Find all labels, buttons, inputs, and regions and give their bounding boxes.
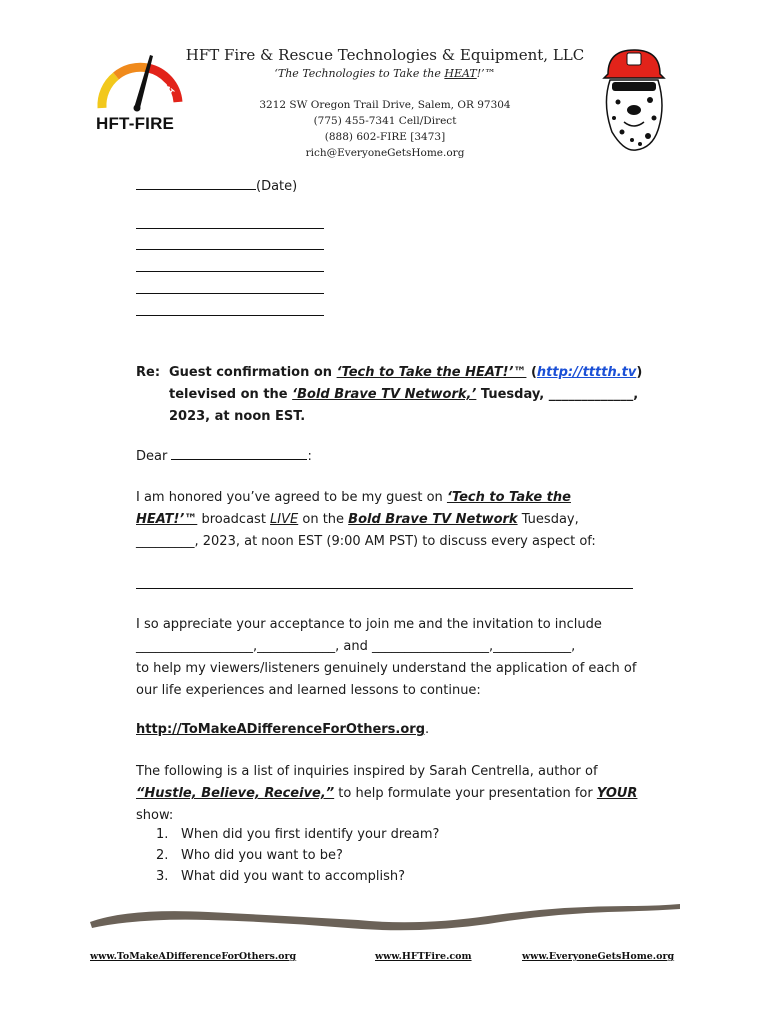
re-part3: ) televised on the bbox=[169, 365, 643, 402]
recipient-address-line-4 bbox=[136, 293, 324, 294]
salutation bbox=[136, 448, 312, 464]
tagline-suffix: !’™ bbox=[476, 67, 496, 80]
re-part4: Tuesday, _____________, 2023, at noon EST. bbox=[169, 387, 639, 424]
mission-url bbox=[136, 722, 429, 737]
p3-book-title: “Hustle, Believe, Receive,” bbox=[136, 786, 335, 801]
mission-link[interactable]: http://ToMakeADifferenceForOthers.org bbox=[136, 722, 426, 737]
p3-part2: to help formulate your presentation for bbox=[334, 786, 597, 801]
paragraph-inquiries bbox=[136, 761, 646, 827]
dear-label: Dear bbox=[136, 449, 168, 464]
re-text bbox=[169, 362, 669, 428]
company-name: HFT Fire & Rescue Technologies & Equipment, LLC bbox=[185, 46, 585, 64]
re-show-title: ‘Tech to Take the HEAT!’™ bbox=[336, 365, 527, 380]
re-part1: Guest confirmation on bbox=[169, 365, 337, 380]
logo-brand-text: HFT-FIRE bbox=[96, 114, 175, 133]
question-text: When did you first identify your dream? bbox=[181, 827, 440, 842]
p3-your: YOUR bbox=[596, 786, 638, 801]
dear-colon: : bbox=[307, 449, 312, 464]
re-part2: ( bbox=[526, 365, 537, 380]
tagline-heat: HEAT bbox=[444, 67, 477, 80]
question-number: 1. bbox=[156, 827, 169, 842]
paragraph-acceptance bbox=[136, 614, 646, 702]
recipient-address-line-3 bbox=[136, 271, 324, 272]
p1-show-title: ‘Tech to Take the HEAT!’™ bbox=[136, 490, 571, 527]
p2-line2: __________________,____________, and __________________,____________, bbox=[136, 639, 576, 654]
letterhead bbox=[180, 46, 590, 161]
question-list bbox=[156, 824, 439, 887]
footer-link-everyonegetshome[interactable]: www.EveryoneGetsHome.org bbox=[522, 951, 675, 962]
address-email: rich@EveryoneGetsHome.org bbox=[305, 147, 465, 159]
re-show-link[interactable]: http://tttth.tv bbox=[536, 365, 637, 380]
question-number: 2. bbox=[156, 848, 169, 863]
paragraph-invitation bbox=[136, 487, 636, 553]
date-label: (Date) bbox=[256, 179, 298, 194]
footer-link-difference[interactable]: www.ToMakeADifferenceForOthers.org bbox=[90, 951, 297, 962]
address-cell: (775) 455-7341 Cell/Direct bbox=[313, 115, 457, 127]
address-tollfree: (888) 602-FIRE [3473] bbox=[324, 131, 446, 143]
dalmatian-icon bbox=[594, 44, 674, 156]
p1-part3: on the bbox=[298, 512, 349, 527]
heat-gauge-icon bbox=[90, 50, 190, 114]
p3-part3: show: bbox=[136, 808, 174, 823]
p2-line3: to help my viewers/listeners genuinely understand the application of each of our life experiences and learned lessons to continue: bbox=[136, 661, 637, 698]
p1-network: Bold Brave TV Network bbox=[348, 512, 518, 527]
hft-fire-logo bbox=[90, 50, 190, 140]
date-field bbox=[136, 178, 297, 194]
p1-part1: I am honored you’ve agreed to be my guest on bbox=[136, 490, 447, 505]
url-period: . bbox=[425, 722, 430, 737]
p3-part1: The following is a list of inquiries inspired by Sarah Centrella, author of bbox=[136, 764, 598, 779]
question-text: What did you want to accomplish? bbox=[181, 869, 406, 884]
company-tagline bbox=[180, 67, 590, 80]
date-blank bbox=[136, 178, 256, 190]
footer-swoosh-divider bbox=[88, 900, 682, 934]
dear-blank bbox=[171, 448, 307, 460]
p1-live: LIVE bbox=[270, 512, 299, 527]
recipient-address-line-1 bbox=[136, 228, 324, 229]
question-text: Who did you want to be? bbox=[181, 848, 343, 863]
gauge-label: HEAT bbox=[154, 77, 176, 97]
topic-blank-line bbox=[136, 588, 633, 589]
p1-part2: broadcast bbox=[197, 512, 271, 527]
recipient-address-line-5 bbox=[136, 315, 324, 316]
recipient-address-line-2 bbox=[136, 249, 324, 250]
list-item bbox=[156, 866, 439, 887]
address-street: 3212 SW Oregon Trail Drive, Salem, OR 97304 bbox=[259, 99, 511, 111]
tagline-prefix: ‘The Technologies to Take the bbox=[274, 67, 445, 80]
re-label: Re: bbox=[136, 365, 161, 380]
dalmatian-mascot-logo bbox=[594, 44, 674, 156]
company-address bbox=[180, 97, 590, 161]
footer-link-hftfire[interactable]: www.HFTFire.com bbox=[375, 951, 472, 962]
list-item bbox=[156, 845, 439, 866]
p1-part4: Tuesday, _________, 2023, at noon EST (9:00 AM PST) to discuss every aspect of: bbox=[136, 512, 596, 549]
re-network: ‘Bold Brave TV Network,’ bbox=[292, 387, 477, 402]
p2-line1: I so appreciate your acceptance to join me and the invitation to include bbox=[136, 617, 602, 632]
list-item bbox=[156, 824, 439, 845]
question-number: 3. bbox=[156, 869, 169, 884]
